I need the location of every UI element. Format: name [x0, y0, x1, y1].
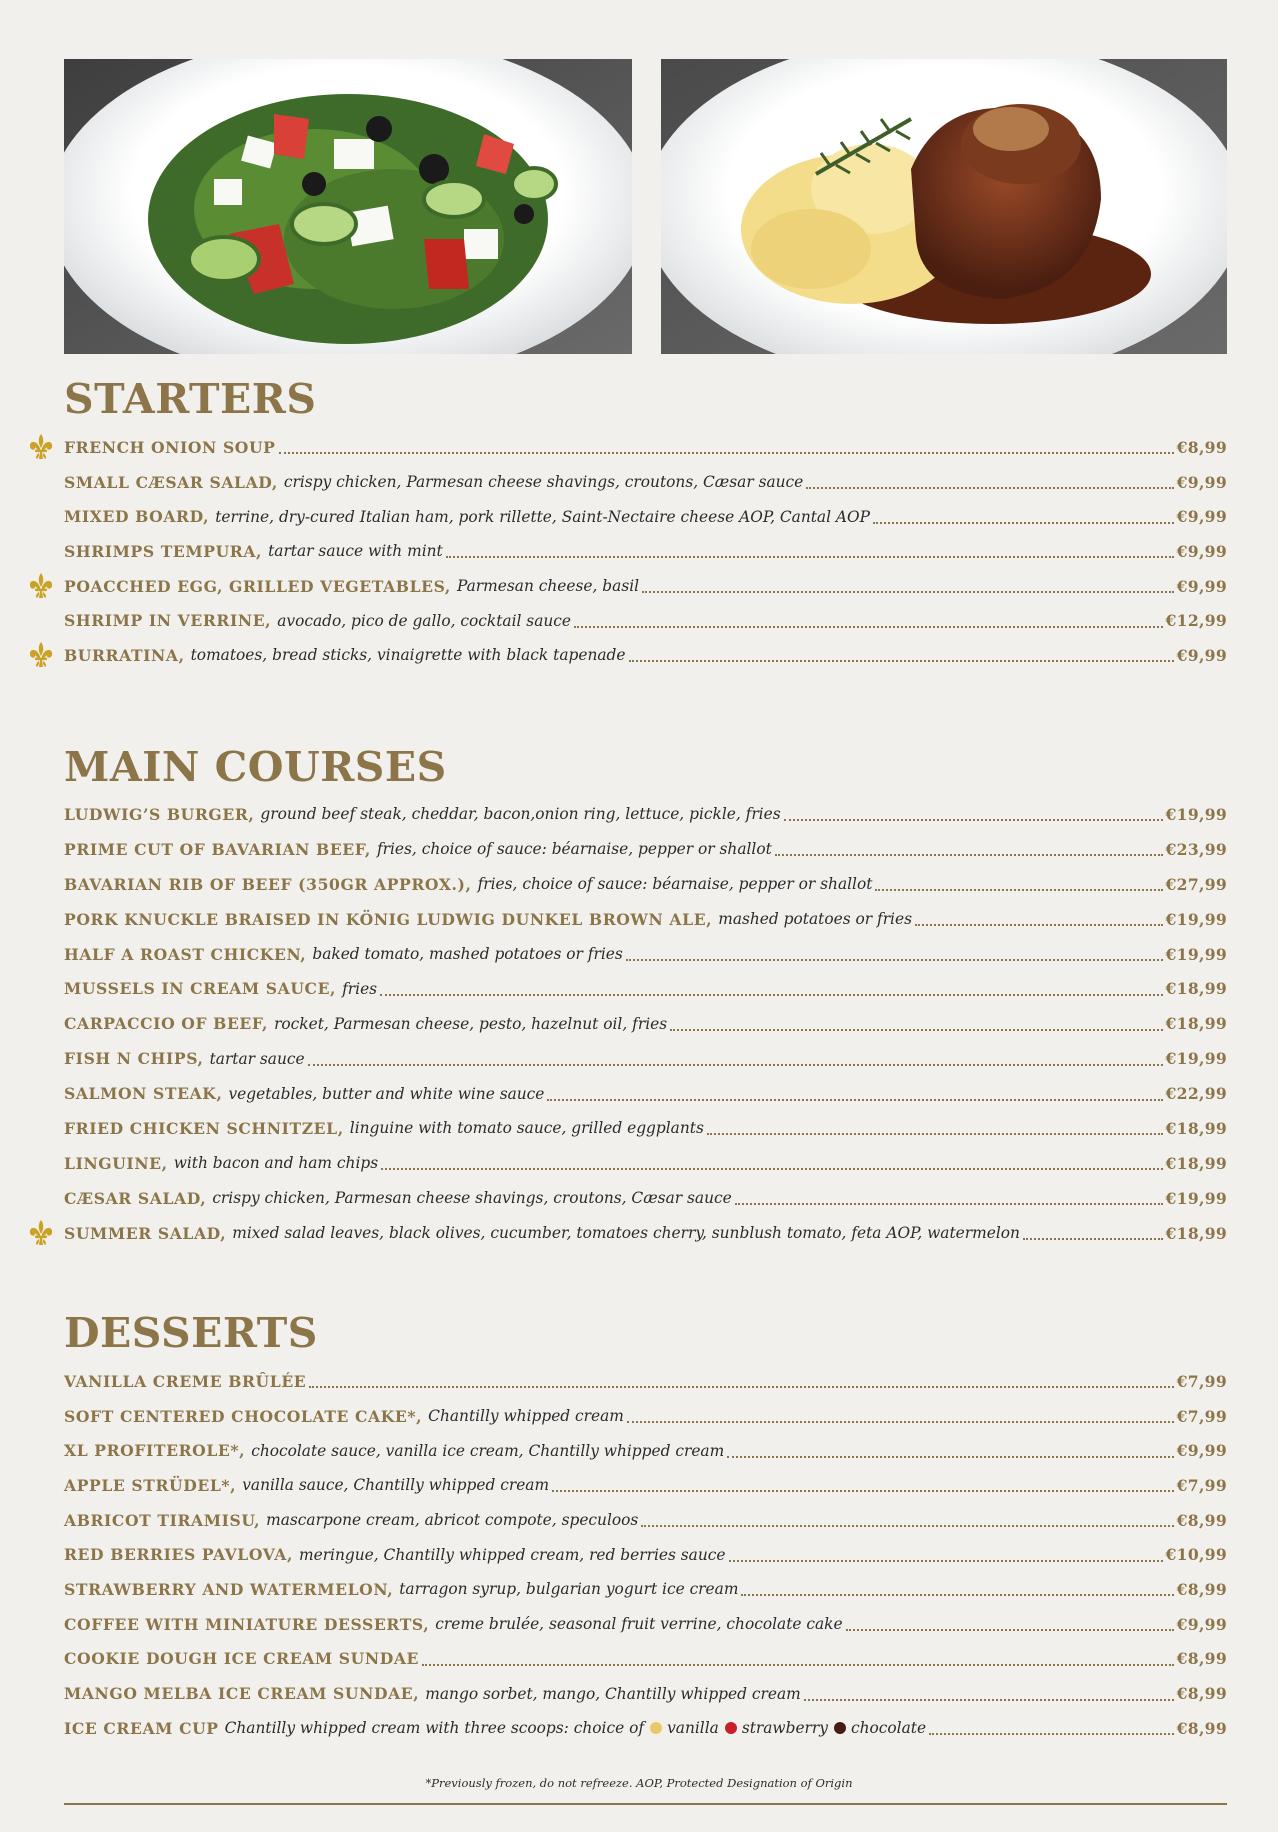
- item-name: MUSSELS IN CREAM SAUCE,: [64, 979, 337, 999]
- menu-item: [64, 867, 1227, 902]
- menu-item: [64, 430, 1227, 465]
- item-description: rocket, Parmesan cheese, pesto, hazelnut oil, fries: [274, 1014, 668, 1033]
- menu-item: [64, 534, 1227, 569]
- menu-item: [64, 1399, 1227, 1434]
- item-description: mashed potatoes or fries: [718, 910, 912, 929]
- starters-title: STARTERS: [64, 375, 317, 423]
- item-name: COOKIE DOUGH ICE CREAM SUNDAE: [64, 1649, 420, 1669]
- item-name: PORK KNUCKLE BRAISED IN KÖNIG LUDWIG DUNKEL BROWN ALE,: [64, 909, 713, 929]
- menu-item: [64, 1111, 1227, 1146]
- item-description: vegetables, butter and white wine sauce: [228, 1084, 545, 1103]
- dot-leader: [846, 1627, 1174, 1631]
- menu-item: [64, 832, 1227, 867]
- item-name: MIXED BOARD,: [64, 507, 210, 527]
- menu-item: [64, 1572, 1227, 1607]
- fleur-de-lis-icon: [28, 572, 54, 600]
- item-name: COFFEE WITH MINIATURE DESSERTS,: [64, 1614, 430, 1634]
- item-description: terrine, dry-cured Italian ham, pork rillette, Saint-Nectaire cheese AOP, Cantal AOP: [215, 507, 871, 526]
- item-price: €8,99: [1176, 1718, 1227, 1738]
- dot-leader: [547, 1097, 1162, 1101]
- dot-leader: [279, 450, 1174, 454]
- item-price: €10,99: [1165, 1545, 1227, 1565]
- menu-item: [64, 1503, 1227, 1538]
- dot-leader: [381, 1166, 1162, 1170]
- item-description: avocado, pico de gallo, cocktail sauce: [277, 611, 572, 630]
- item-name: BURRATINA,: [64, 645, 185, 665]
- flavor-label: strawberry: [741, 1719, 828, 1738]
- item-name: SHRIMP IN VERRINE,: [64, 611, 272, 631]
- item-description: fries, choice of sauce: béarnaise, pepper or shallot: [477, 875, 873, 894]
- item-name: MANGO MELBA ICE CREAM SUNDAE,: [64, 1684, 420, 1704]
- bottom-divider: [64, 1803, 1227, 1805]
- menu-item: [64, 1146, 1227, 1181]
- dot-leader: [574, 624, 1162, 628]
- item-name: CÆSAR SALAD,: [64, 1188, 207, 1208]
- item-price: €19,99: [1165, 909, 1227, 929]
- menu-item: [64, 499, 1227, 534]
- desserts-title: DESSERTS: [64, 1309, 318, 1357]
- menu-item: [64, 1433, 1227, 1468]
- item-name: APPLE STRÜDEL*,: [64, 1475, 237, 1495]
- item-price: €18,99: [1165, 979, 1227, 999]
- item-name: BAVARIAN RIB OF BEEF (350GR APPROX.),: [64, 874, 472, 894]
- vanilla-dot-icon: [650, 1722, 662, 1734]
- item-name: LINGUINE,: [64, 1153, 168, 1173]
- item-price: €8,99: [1176, 1684, 1227, 1704]
- strawberry-dot-icon: [725, 1722, 737, 1734]
- menu-item: [64, 797, 1227, 832]
- ice-cream-cup-description: Chantilly whipped cream with three scoops: choice of: [224, 1719, 645, 1738]
- dot-leader: [804, 1697, 1174, 1701]
- item-description: crispy chicken, Parmesan cheese shavings, croutons, Cæsar sauce: [212, 1189, 732, 1208]
- desserts-list: [64, 1364, 1227, 1746]
- dot-leader: [308, 1062, 1163, 1066]
- item-description: mascarpone cream, abricot compote, speculoos: [266, 1511, 639, 1530]
- item-description: tarragon syrup, bulgarian yogurt ice cream: [399, 1580, 739, 1599]
- item-price: €23,99: [1165, 839, 1227, 859]
- item-price: €18,99: [1165, 1118, 1227, 1138]
- flavor-label: chocolate: [850, 1719, 927, 1738]
- pork-image: [661, 59, 1227, 354]
- menu-item: [64, 1181, 1227, 1216]
- item-price: €9,99: [1176, 645, 1227, 665]
- item-price: €19,99: [1165, 804, 1227, 824]
- item-description: tartar sauce with mint: [268, 542, 443, 561]
- item-description: Parmesan cheese, basil: [456, 577, 640, 596]
- item-price: €19,99: [1165, 1049, 1227, 1069]
- item-name: CARPACCIO OF BEEF,: [64, 1014, 269, 1034]
- starters-list: [64, 430, 1227, 673]
- item-name: ABRICOT TIRAMISU,: [64, 1510, 261, 1530]
- menu-item: [64, 1364, 1227, 1399]
- dot-leader: [875, 887, 1162, 891]
- menu-item: [64, 1468, 1227, 1503]
- item-price: €22,99: [1165, 1084, 1227, 1104]
- item-name: STRAWBERRY AND WATERMELON,: [64, 1579, 394, 1599]
- dot-leader: [707, 1131, 1163, 1135]
- dot-leader: [552, 1488, 1174, 1492]
- dot-leader: [727, 1454, 1173, 1458]
- dot-leader: [627, 1419, 1174, 1423]
- item-name: HALF A ROAST CHICKEN,: [64, 944, 307, 964]
- item-price: €9,99: [1176, 1441, 1227, 1461]
- item-price: €7,99: [1176, 1371, 1227, 1391]
- dot-leader: [422, 1662, 1174, 1666]
- dot-leader: [626, 957, 1163, 961]
- item-name: RED BERRIES PAVLOVA,: [64, 1545, 293, 1565]
- dot-leader: [915, 922, 1163, 926]
- flavor-label: vanilla: [667, 1719, 719, 1738]
- menu-item: [64, 638, 1227, 673]
- item-price: €19,99: [1165, 1188, 1227, 1208]
- item-price: €9,99: [1176, 472, 1227, 492]
- dot-leader: [775, 852, 1163, 856]
- menu-item: [64, 937, 1227, 972]
- dot-leader: [929, 1731, 1174, 1735]
- item-description: chocolate sauce, vanilla ice cream, Chantilly whipped cream: [251, 1441, 725, 1460]
- item-description: baked tomato, mashed potatoes or fries: [312, 945, 623, 963]
- item-description: fries, choice of sauce: béarnaise, pepper or shallot: [376, 840, 772, 859]
- item-description: Chantilly whipped cream: [428, 1407, 624, 1426]
- item-price: €8,99: [1176, 1649, 1227, 1669]
- menu-item-ice-cream-cup: [64, 1711, 1227, 1746]
- item-description: fries: [342, 979, 378, 998]
- main-courses-title: MAIN COURSES: [64, 743, 447, 791]
- item-description: tomatoes, bread sticks, vinaigrette with black tapenade: [190, 646, 626, 665]
- menu-item: [64, 1216, 1227, 1251]
- footnote: *Previously frozen, do not refreeze. AOP, Protected Designation of Origin: [425, 1776, 853, 1790]
- item-price: €7,99: [1176, 1406, 1227, 1426]
- dot-leader: [741, 1592, 1173, 1596]
- item-description: with bacon and ham chips: [173, 1154, 379, 1173]
- item-name: FRENCH ONION SOUP: [64, 437, 276, 457]
- item-name: XL PROFITEROLE*,: [64, 1441, 246, 1461]
- item-name: SMALL CÆSAR SALAD,: [64, 472, 278, 492]
- dot-leader: [642, 589, 1174, 593]
- item-price: €9,99: [1176, 507, 1227, 527]
- salad-photo: [64, 59, 632, 354]
- item-name: PRIME CUT OF BAVARIAN BEEF,: [64, 839, 371, 859]
- fleur-de-lis-icon: [28, 433, 54, 461]
- item-price: €9,99: [1176, 541, 1227, 561]
- item-name: VANILLA CREME BRÛLÉE: [64, 1371, 307, 1391]
- menu-item: [64, 902, 1227, 937]
- dot-leader: [309, 1384, 1173, 1388]
- dot-leader: [641, 1523, 1173, 1527]
- item-name: SHRIMPS TEMPURA,: [64, 541, 263, 561]
- menu-item: [64, 1676, 1227, 1711]
- item-name: LUDWIG’S BURGER,: [64, 804, 255, 824]
- item-name: POACCHED EGG, GRILLED VEGETABLES,: [64, 576, 451, 596]
- item-description: crispy chicken, Parmesan cheese shavings, croutons, Cæsar sauce: [283, 473, 804, 492]
- dot-leader: [784, 817, 1163, 821]
- dot-leader: [629, 658, 1174, 662]
- item-price: €18,99: [1165, 1153, 1227, 1173]
- menu-item: [64, 1041, 1227, 1076]
- item-description: vanilla sauce, Chantilly whipped cream: [242, 1476, 550, 1495]
- braised-pork-photo: [661, 59, 1227, 354]
- dot-leader: [446, 554, 1174, 558]
- fleur-de-lis-icon: [28, 1219, 54, 1247]
- item-price: €12,99: [1165, 611, 1227, 631]
- menu-item: [64, 1076, 1227, 1111]
- menu-item: [64, 1607, 1227, 1642]
- item-price: €9,99: [1176, 1614, 1227, 1634]
- dot-leader: [873, 520, 1174, 524]
- item-price: €18,99: [1165, 1014, 1227, 1034]
- item-price: €8,99: [1176, 1510, 1227, 1530]
- dot-leader: [1023, 1236, 1163, 1240]
- chocolate-dot-icon: [834, 1722, 846, 1734]
- menu-item: [64, 465, 1227, 500]
- item-description: meringue, Chantilly whipped cream, red berries sauce: [299, 1545, 726, 1564]
- item-description: mixed salad leaves, black olives, cucumber, tomatoes cherry, sunblush tomato, feta AOP, watermelon: [232, 1224, 1020, 1243]
- dot-leader: [670, 1027, 1162, 1031]
- item-description: ground beef steak, cheddar, bacon,onion ring, lettuce, pickle, fries: [260, 805, 781, 824]
- dot-leader: [735, 1201, 1163, 1205]
- item-name: SUMMER SALAD,: [64, 1223, 227, 1243]
- item-price: €8,99: [1176, 437, 1227, 457]
- item-description: mango sorbet, mango, Chantilly whipped cream: [425, 1684, 801, 1703]
- menu-item: [64, 569, 1227, 604]
- item-price: €27,99: [1165, 874, 1227, 894]
- item-name: FRIED CHICKEN SCHNITZEL,: [64, 1118, 344, 1138]
- dot-leader: [806, 485, 1173, 489]
- menu-item: [64, 603, 1227, 638]
- menu-item: [64, 1006, 1227, 1041]
- salad-image: [64, 59, 632, 354]
- item-description: tartar sauce: [209, 1049, 305, 1068]
- dot-leader: [729, 1558, 1163, 1562]
- menu-item: [64, 1537, 1227, 1572]
- item-name: SOFT CENTERED CHOCOLATE CAKE*,: [64, 1406, 423, 1426]
- item-description: creme brulée, seasonal fruit verrine, chocolate cake: [435, 1615, 843, 1634]
- menu-item: [64, 1642, 1227, 1677]
- item-price: €18,99: [1165, 1223, 1227, 1243]
- item-description: linguine with tomato sauce, grilled eggplants: [349, 1119, 704, 1138]
- item-name: SALMON STEAK,: [64, 1084, 223, 1104]
- item-name: FISH N CHIPS,: [64, 1049, 204, 1069]
- item-price: €9,99: [1176, 576, 1227, 596]
- fleur-de-lis-icon: [28, 641, 54, 669]
- item-price: €7,99: [1176, 1475, 1227, 1495]
- dot-leader: [380, 992, 1162, 996]
- item-description: [225, 1719, 926, 1737]
- main-courses-list: [64, 797, 1227, 1251]
- item-name: ICE CREAM CUP: [64, 1718, 219, 1738]
- item-price: €19,99: [1165, 944, 1227, 964]
- item-price: €8,99: [1176, 1579, 1227, 1599]
- menu-item: [64, 971, 1227, 1006]
